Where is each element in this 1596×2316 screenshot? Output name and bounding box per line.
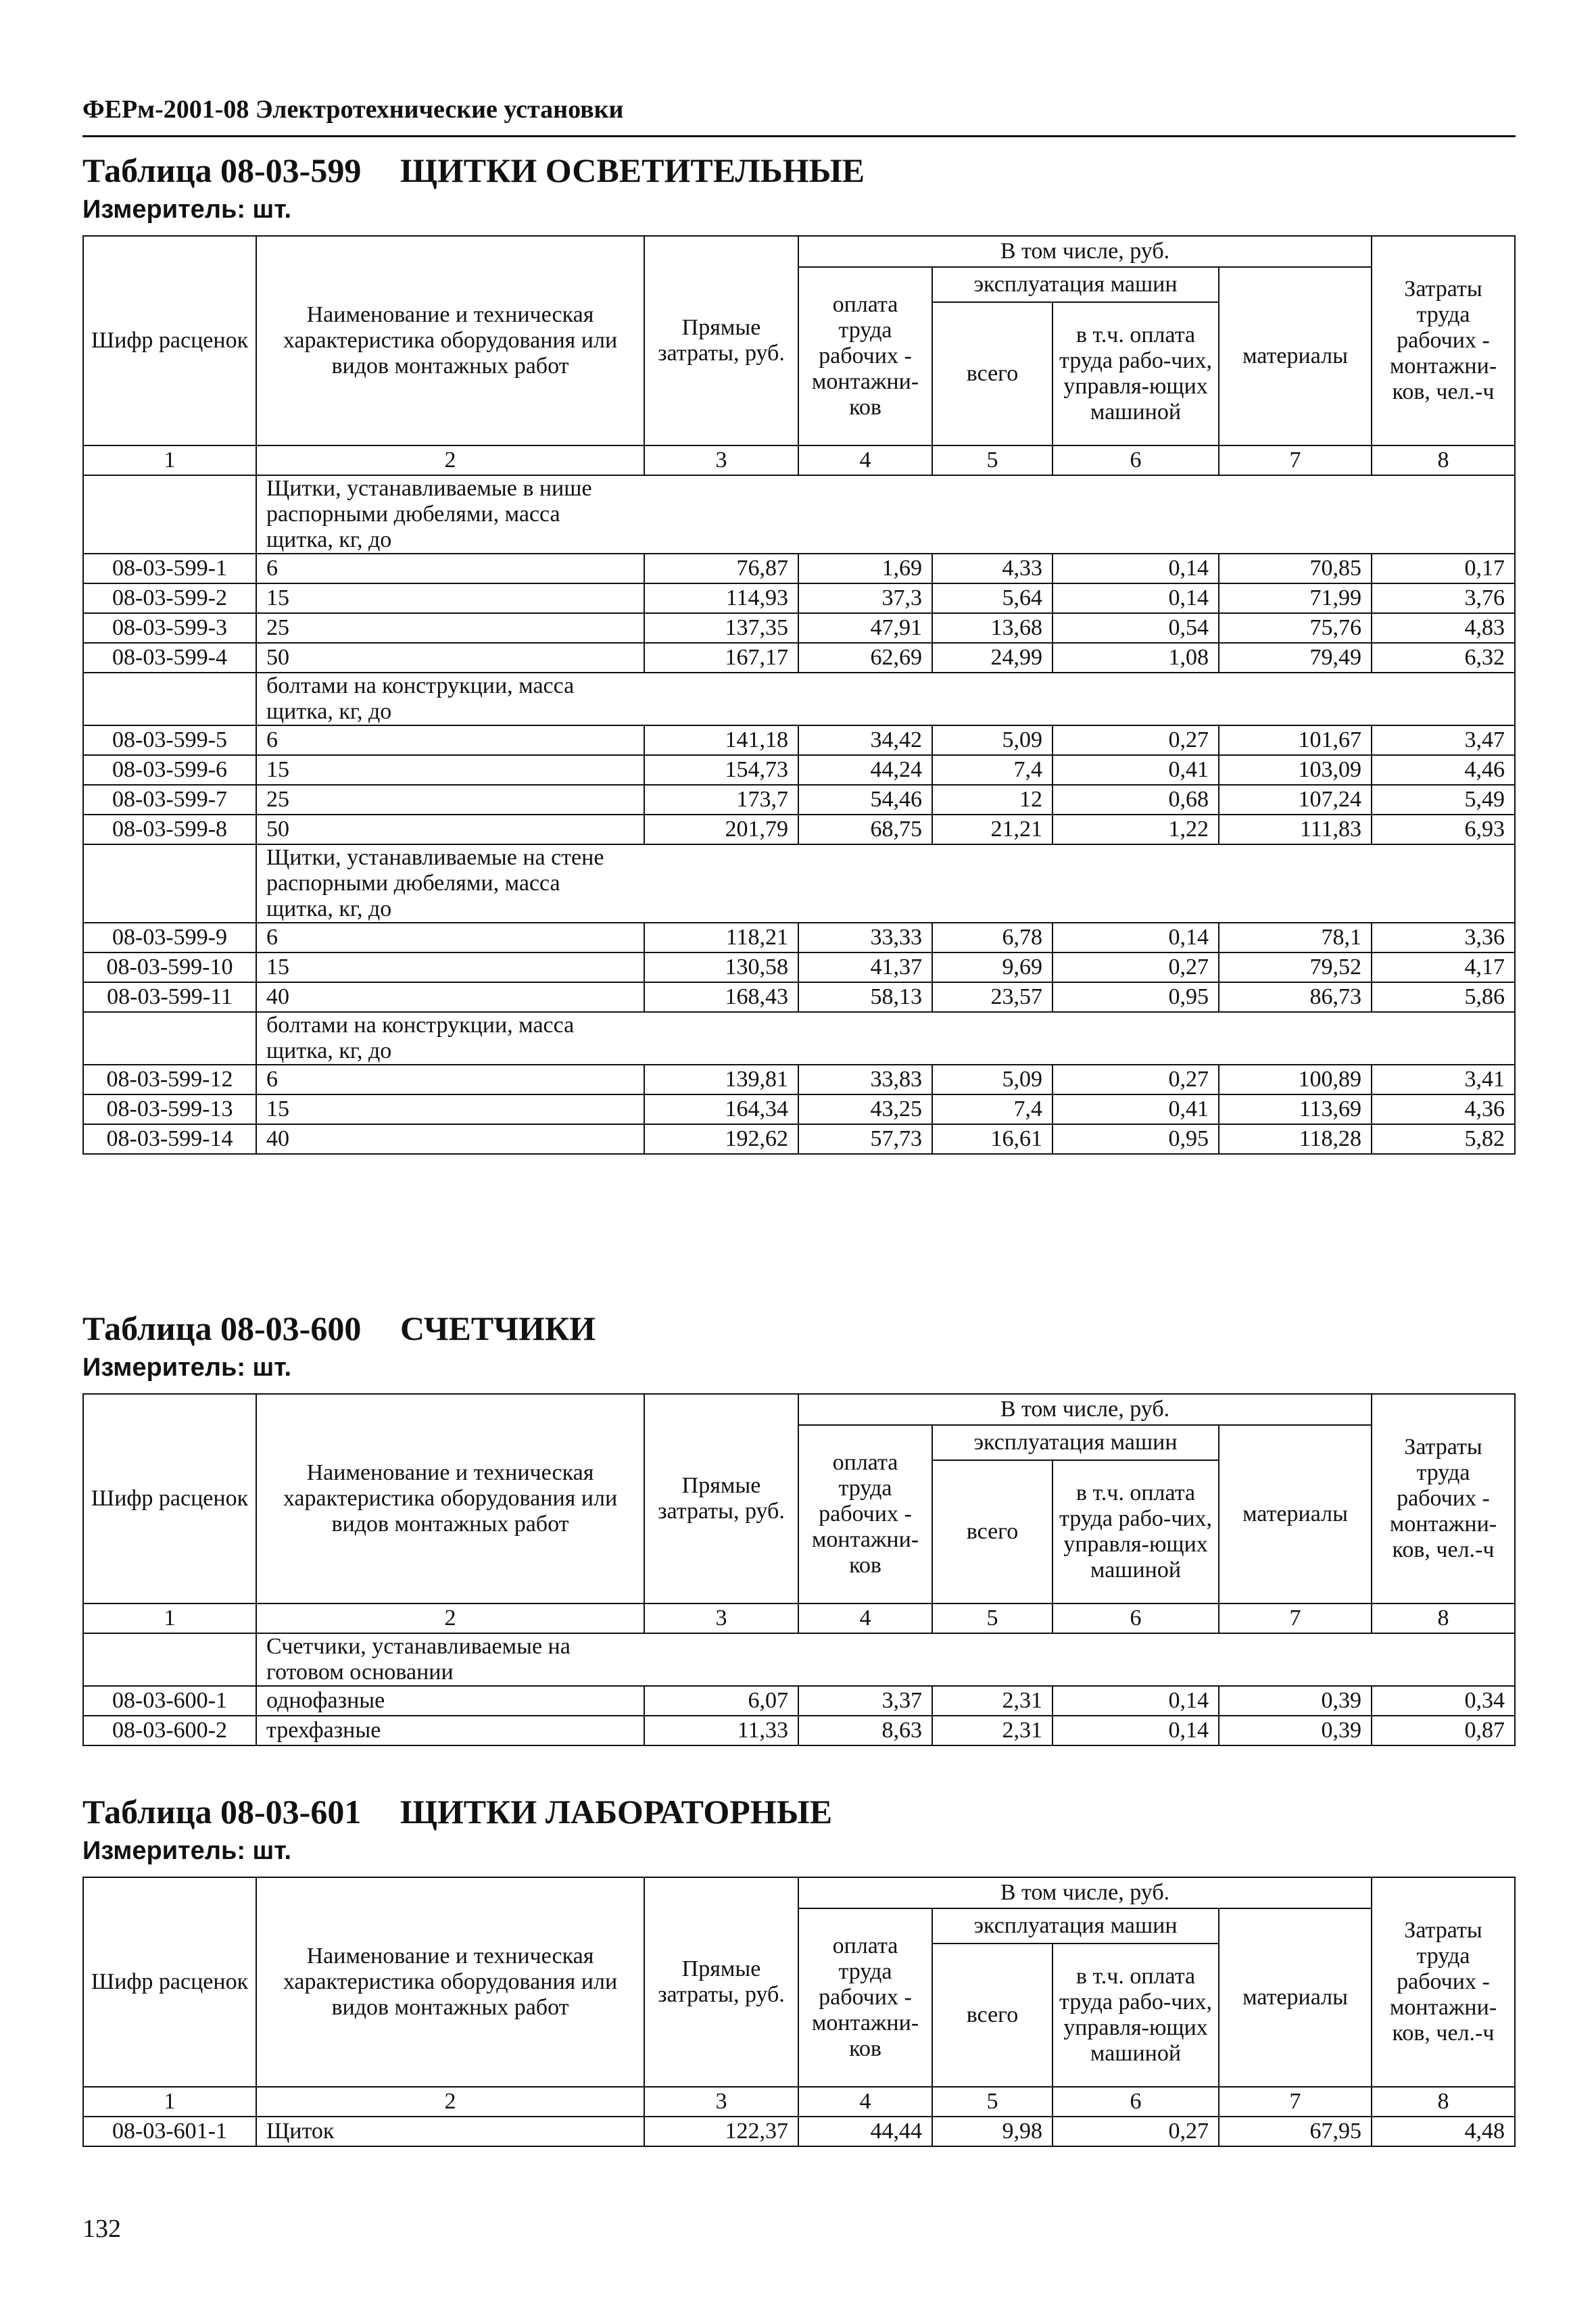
table-row (83, 952, 1515, 982)
header-rule (82, 135, 1516, 137)
code-cell: 08-03-599-10 (83, 952, 256, 982)
table-section-599 (82, 150, 1514, 1155)
code-cell: 08-03-599-6 (83, 755, 256, 785)
table-number: Таблица 08-03-599 (82, 151, 362, 189)
name-cell: 6 (256, 1065, 644, 1094)
machines-total-cell: 5,64 (932, 583, 1053, 613)
materials-cell: 113,69 (1219, 1094, 1372, 1124)
direct-cost-cell: 201,79 (644, 815, 798, 844)
group-label: Счетчики, устанавливаемые на готовом основании (256, 1633, 1515, 1686)
workers-pay-cell: 68,75 (798, 815, 932, 844)
labor-cell: 4,17 (1372, 952, 1515, 982)
table-title (82, 150, 1514, 191)
name-cell: 25 (256, 613, 644, 643)
table-name: ЩИТКИ ЛАБОРАТОРНЫЕ (400, 1793, 833, 1831)
header-row (83, 1394, 1515, 1425)
workers-pay-cell: 33,83 (798, 1065, 932, 1094)
materials-cell: 67,95 (1219, 2117, 1372, 2146)
table-section-600 (82, 1308, 1514, 1746)
code-cell: 08-03-599-2 (83, 583, 256, 613)
table-row (83, 1124, 1515, 1154)
labor-cell: 5,82 (1372, 1124, 1515, 1154)
name-cell: 40 (256, 982, 644, 1012)
labor-cell: 0,87 (1372, 1716, 1515, 1745)
column-number-row (83, 445, 1515, 475)
header-code: Шифр расценок (83, 1877, 256, 2087)
table-number: Таблица 08-03-601 (82, 1793, 362, 1831)
group-label: Щитки, устанавливаемые на стене распорными дюбелями, масса щитка, кг, до (256, 844, 1515, 923)
name-cell: однофазные (256, 1686, 644, 1716)
table-row (83, 554, 1515, 583)
name-cell: Щиток (256, 2117, 644, 2146)
direct-cost-cell: 141,18 (644, 725, 798, 755)
workers-pay-cell: 37,3 (798, 583, 932, 613)
name-cell: 6 (256, 554, 644, 583)
machines-total-cell: 2,31 (932, 1716, 1053, 1745)
name-cell: 15 (256, 952, 644, 982)
materials-cell: 100,89 (1219, 1065, 1372, 1094)
table-row (83, 982, 1515, 1012)
running-header: ФЕРм-2001-08 Электротехнические установки (82, 95, 624, 124)
direct-cost-cell: 130,58 (644, 952, 798, 982)
table-row (83, 923, 1515, 952)
header-machines-pay: в т.ч. оплата труда рабо-чих, управля-ющих машиной (1053, 1460, 1219, 1603)
workers-pay-cell: 57,73 (798, 1124, 932, 1154)
column-number: 6 (1053, 445, 1219, 475)
workers-pay-cell: 33,33 (798, 923, 932, 952)
name-cell: 6 (256, 923, 644, 952)
table-row (83, 2117, 1515, 2146)
name-cell: 6 (256, 725, 644, 755)
materials-cell: 79,49 (1219, 643, 1372, 673)
header-including: В том числе, руб. (798, 1394, 1372, 1425)
workers-pay-cell: 8,63 (798, 1716, 932, 1745)
column-number: 4 (798, 445, 932, 475)
materials-cell: 0,39 (1219, 1716, 1372, 1745)
workers-pay-cell: 43,25 (798, 1094, 932, 1124)
code-cell: 08-03-601-1 (83, 2117, 256, 2146)
machine-operators-pay-cell: 0,14 (1053, 1716, 1219, 1745)
table-title (82, 1308, 1514, 1349)
machines-total-cell: 16,61 (932, 1124, 1053, 1154)
table-row (83, 785, 1515, 815)
name-cell: 15 (256, 755, 644, 785)
materials-cell: 71,99 (1219, 583, 1372, 613)
materials-cell: 0,39 (1219, 1686, 1372, 1716)
code-cell: 08-03-600-1 (83, 1686, 256, 1716)
column-number: 4 (798, 2087, 932, 2117)
header-labor: Затраты труда рабочих - монтажни-ков, чел.-ч (1372, 1394, 1515, 1603)
machines-total-cell: 2,31 (932, 1686, 1053, 1716)
table-section-601 (82, 1791, 1514, 2147)
machines-total-cell: 23,57 (932, 982, 1053, 1012)
materials-cell: 78,1 (1219, 923, 1372, 952)
code-cell: 08-03-599-11 (83, 982, 256, 1012)
column-number: 3 (644, 2087, 798, 2117)
group-label: болтами на конструкции, масса щитка, кг, до (256, 673, 1515, 725)
direct-cost-cell: 168,43 (644, 982, 798, 1012)
column-number: 1 (83, 445, 256, 475)
name-cell: 15 (256, 583, 644, 613)
direct-cost-cell: 154,73 (644, 755, 798, 785)
machine-operators-pay-cell: 0,95 (1053, 982, 1219, 1012)
column-number: 6 (1053, 1603, 1219, 1633)
group-label: Щитки, устанавливаемые в нише распорными дюбелями, масса щитка, кг, до (256, 475, 1515, 554)
table-row (83, 1686, 1515, 1716)
machines-total-cell: 21,21 (932, 815, 1053, 844)
direct-cost-cell: 137,35 (644, 613, 798, 643)
column-number: 6 (1053, 2087, 1219, 2117)
header-machines-pay: в т.ч. оплата труда рабо-чих, управля-ющих машиной (1053, 302, 1219, 445)
workers-pay-cell: 1,69 (798, 554, 932, 583)
group-code-blank (83, 844, 256, 923)
column-number: 8 (1372, 1603, 1515, 1633)
machine-operators-pay-cell: 0,68 (1053, 785, 1219, 815)
direct-cost-cell: 118,21 (644, 923, 798, 952)
group-header-row (83, 844, 1515, 923)
header-code: Шифр расценок (83, 236, 256, 445)
machine-operators-pay-cell: 0,95 (1053, 1124, 1219, 1154)
labor-cell: 4,83 (1372, 613, 1515, 643)
machine-operators-pay-cell: 1,08 (1053, 643, 1219, 673)
header-name: Наименование и техническая характеристика оборудования или видов монтажных работ (256, 1877, 644, 2087)
header-materials: материалы (1219, 1908, 1372, 2087)
table-meter: Измеритель: шт. (82, 195, 292, 224)
machine-operators-pay-cell: 0,27 (1053, 1065, 1219, 1094)
code-cell: 08-03-600-2 (83, 1716, 256, 1745)
name-cell: 50 (256, 643, 644, 673)
machine-operators-pay-cell: 0,54 (1053, 613, 1219, 643)
header-code: Шифр расценок (83, 1394, 256, 1603)
header-including: В том числе, руб. (798, 1877, 1372, 1908)
materials-cell: 111,83 (1219, 815, 1372, 844)
code-cell: 08-03-599-1 (83, 554, 256, 583)
code-cell: 08-03-599-13 (83, 1094, 256, 1124)
code-cell: 08-03-599-12 (83, 1065, 256, 1094)
column-number: 3 (644, 1603, 798, 1633)
workers-pay-cell: 3,37 (798, 1686, 932, 1716)
header-labor: Затраты труда рабочих - монтажни-ков, чел.-ч (1372, 1877, 1515, 2087)
materials-cell: 107,24 (1219, 785, 1372, 815)
header-row (83, 1877, 1515, 1908)
workers-pay-cell: 62,69 (798, 643, 932, 673)
table-title (82, 1791, 1514, 1832)
direct-cost-cell: 167,17 (644, 643, 798, 673)
machines-total-cell: 6,78 (932, 923, 1053, 952)
column-number: 5 (932, 445, 1053, 475)
header-machines-total: всего (932, 1944, 1053, 2087)
machine-operators-pay-cell: 0,14 (1053, 554, 1219, 583)
workers-pay-cell: 41,37 (798, 952, 932, 982)
column-number: 2 (256, 2087, 644, 2117)
machines-total-cell: 12 (932, 785, 1053, 815)
materials-cell: 70,85 (1219, 554, 1372, 583)
labor-cell: 6,93 (1372, 815, 1515, 844)
workers-pay-cell: 44,24 (798, 755, 932, 785)
direct-cost-cell: 122,37 (644, 2117, 798, 2146)
code-cell: 08-03-599-5 (83, 725, 256, 755)
column-number: 2 (256, 445, 644, 475)
column-number: 5 (932, 1603, 1053, 1633)
machine-operators-pay-cell: 0,14 (1053, 923, 1219, 952)
labor-cell: 3,41 (1372, 1065, 1515, 1094)
column-number: 8 (1372, 445, 1515, 475)
table-row (83, 755, 1515, 785)
header-direct-cost: Прямые затраты, руб. (644, 1877, 798, 2087)
name-cell: 50 (256, 815, 644, 844)
group-code-blank (83, 475, 256, 554)
machine-operators-pay-cell: 0,27 (1053, 952, 1219, 982)
machines-total-cell: 9,69 (932, 952, 1053, 982)
table-meter: Измеритель: шт. (82, 1353, 292, 1382)
header-direct-cost: Прямые затраты, руб. (644, 1394, 798, 1603)
header-including: В том числе, руб. (798, 236, 1372, 267)
table-row (83, 643, 1515, 673)
rates-table (82, 1393, 1516, 1746)
header-machines-total: всего (932, 1460, 1053, 1603)
direct-cost-cell: 139,81 (644, 1065, 798, 1094)
direct-cost-cell: 173,7 (644, 785, 798, 815)
labor-cell: 3,36 (1372, 923, 1515, 952)
materials-cell: 86,73 (1219, 982, 1372, 1012)
direct-cost-cell: 6,07 (644, 1686, 798, 1716)
column-number: 7 (1219, 445, 1372, 475)
table-row (83, 1716, 1515, 1745)
labor-cell: 6,32 (1372, 643, 1515, 673)
code-cell: 08-03-599-7 (83, 785, 256, 815)
machine-operators-pay-cell: 0,14 (1053, 583, 1219, 613)
header-direct-cost: Прямые затраты, руб. (644, 236, 798, 445)
workers-pay-cell: 44,44 (798, 2117, 932, 2146)
code-cell: 08-03-599-9 (83, 923, 256, 952)
labor-cell: 0,34 (1372, 1686, 1515, 1716)
direct-cost-cell: 192,62 (644, 1124, 798, 1154)
table-number: Таблица 08-03-600 (82, 1309, 362, 1347)
labor-cell: 4,46 (1372, 755, 1515, 785)
column-number: 7 (1219, 1603, 1372, 1633)
header-workers-pay: оплата труда рабочих - монтажни-ков (798, 1425, 932, 1603)
direct-cost-cell: 11,33 (644, 1716, 798, 1745)
table-row (83, 583, 1515, 613)
group-header-row (83, 1012, 1515, 1065)
column-number-row (83, 2087, 1515, 2117)
code-cell: 08-03-599-8 (83, 815, 256, 844)
machines-total-cell: 7,4 (932, 1094, 1053, 1124)
header-name: Наименование и техническая характеристика оборудования или видов монтажных работ (256, 236, 644, 445)
column-number: 7 (1219, 2087, 1372, 2117)
table-name: ЩИТКИ ОСВЕТИТЕЛЬНЫЕ (400, 151, 865, 189)
machine-operators-pay-cell: 1,22 (1053, 815, 1219, 844)
table-row (83, 1065, 1515, 1094)
machines-total-cell: 24,99 (932, 643, 1053, 673)
group-code-blank (83, 673, 256, 725)
direct-cost-cell: 164,34 (644, 1094, 798, 1124)
materials-cell: 103,09 (1219, 755, 1372, 785)
column-number-row (83, 1603, 1515, 1633)
group-code-blank (83, 1012, 256, 1065)
table-row (83, 1094, 1515, 1124)
header-machines-total: всего (932, 302, 1053, 445)
labor-cell: 4,36 (1372, 1094, 1515, 1124)
column-number: 1 (83, 2087, 256, 2117)
header-machines: эксплуатация машин (932, 1908, 1219, 1944)
header-workers-pay: оплата труда рабочих - монтажни-ков (798, 1908, 932, 2087)
column-number: 1 (83, 1603, 256, 1633)
labor-cell: 3,47 (1372, 725, 1515, 755)
column-number: 5 (932, 2087, 1053, 2117)
table-meter: Измеритель: шт. (82, 1837, 292, 1865)
header-workers-pay: оплата труда рабочих - монтажни-ков (798, 267, 932, 445)
code-cell: 08-03-599-3 (83, 613, 256, 643)
table-row (83, 725, 1515, 755)
materials-cell: 75,76 (1219, 613, 1372, 643)
header-materials: материалы (1219, 267, 1372, 445)
machines-total-cell: 5,09 (932, 1065, 1053, 1094)
group-label: болтами на конструкции, масса щитка, кг, до (256, 1012, 1515, 1065)
page-number: 132 (82, 2215, 121, 2243)
column-number: 3 (644, 445, 798, 475)
machine-operators-pay-cell: 0,14 (1053, 1686, 1219, 1716)
materials-cell: 79,52 (1219, 952, 1372, 982)
code-cell: 08-03-599-4 (83, 643, 256, 673)
column-number: 4 (798, 1603, 932, 1633)
machines-total-cell: 13,68 (932, 613, 1053, 643)
workers-pay-cell: 54,46 (798, 785, 932, 815)
table-row (83, 613, 1515, 643)
header-machines: эксплуатация машин (932, 267, 1219, 302)
direct-cost-cell: 114,93 (644, 583, 798, 613)
workers-pay-cell: 47,91 (798, 613, 932, 643)
header-machines-pay: в т.ч. оплата труда рабо-чих, управля-ющих машиной (1053, 1944, 1219, 2087)
labor-cell: 0,17 (1372, 554, 1515, 583)
table-row (83, 815, 1515, 844)
labor-cell: 5,49 (1372, 785, 1515, 815)
group-header-row (83, 1633, 1515, 1686)
group-header-row (83, 475, 1515, 554)
header-materials: материалы (1219, 1425, 1372, 1603)
labor-cell: 3,76 (1372, 583, 1515, 613)
rates-table (82, 1877, 1516, 2147)
name-cell: 15 (256, 1094, 644, 1124)
machines-total-cell: 4,33 (932, 554, 1053, 583)
machines-total-cell: 7,4 (932, 755, 1053, 785)
machine-operators-pay-cell: 0,41 (1053, 1094, 1219, 1124)
name-cell: 40 (256, 1124, 644, 1154)
header-name: Наименование и техническая характеристика оборудования или видов монтажных работ (256, 1394, 644, 1603)
header-row (83, 236, 1515, 267)
group-code-blank (83, 1633, 256, 1686)
workers-pay-cell: 58,13 (798, 982, 932, 1012)
rates-table (82, 235, 1516, 1155)
direct-cost-cell: 76,87 (644, 554, 798, 583)
materials-cell: 101,67 (1219, 725, 1372, 755)
labor-cell: 4,48 (1372, 2117, 1515, 2146)
labor-cell: 5,86 (1372, 982, 1515, 1012)
machine-operators-pay-cell: 0,41 (1053, 755, 1219, 785)
column-number: 2 (256, 1603, 644, 1633)
table-name: СЧЕТЧИКИ (400, 1309, 596, 1347)
machines-total-cell: 5,09 (932, 725, 1053, 755)
group-header-row (83, 673, 1515, 725)
materials-cell: 118,28 (1219, 1124, 1372, 1154)
header-labor: Затраты труда рабочих - монтажни-ков, чел.-ч (1372, 236, 1515, 445)
machines-total-cell: 9,98 (932, 2117, 1053, 2146)
workers-pay-cell: 34,42 (798, 725, 932, 755)
name-cell: 25 (256, 785, 644, 815)
machine-operators-pay-cell: 0,27 (1053, 725, 1219, 755)
header-machines: эксплуатация машин (932, 1425, 1219, 1460)
machine-operators-pay-cell: 0,27 (1053, 2117, 1219, 2146)
code-cell: 08-03-599-14 (83, 1124, 256, 1154)
name-cell: трехфазные (256, 1716, 644, 1745)
column-number: 8 (1372, 2087, 1515, 2117)
